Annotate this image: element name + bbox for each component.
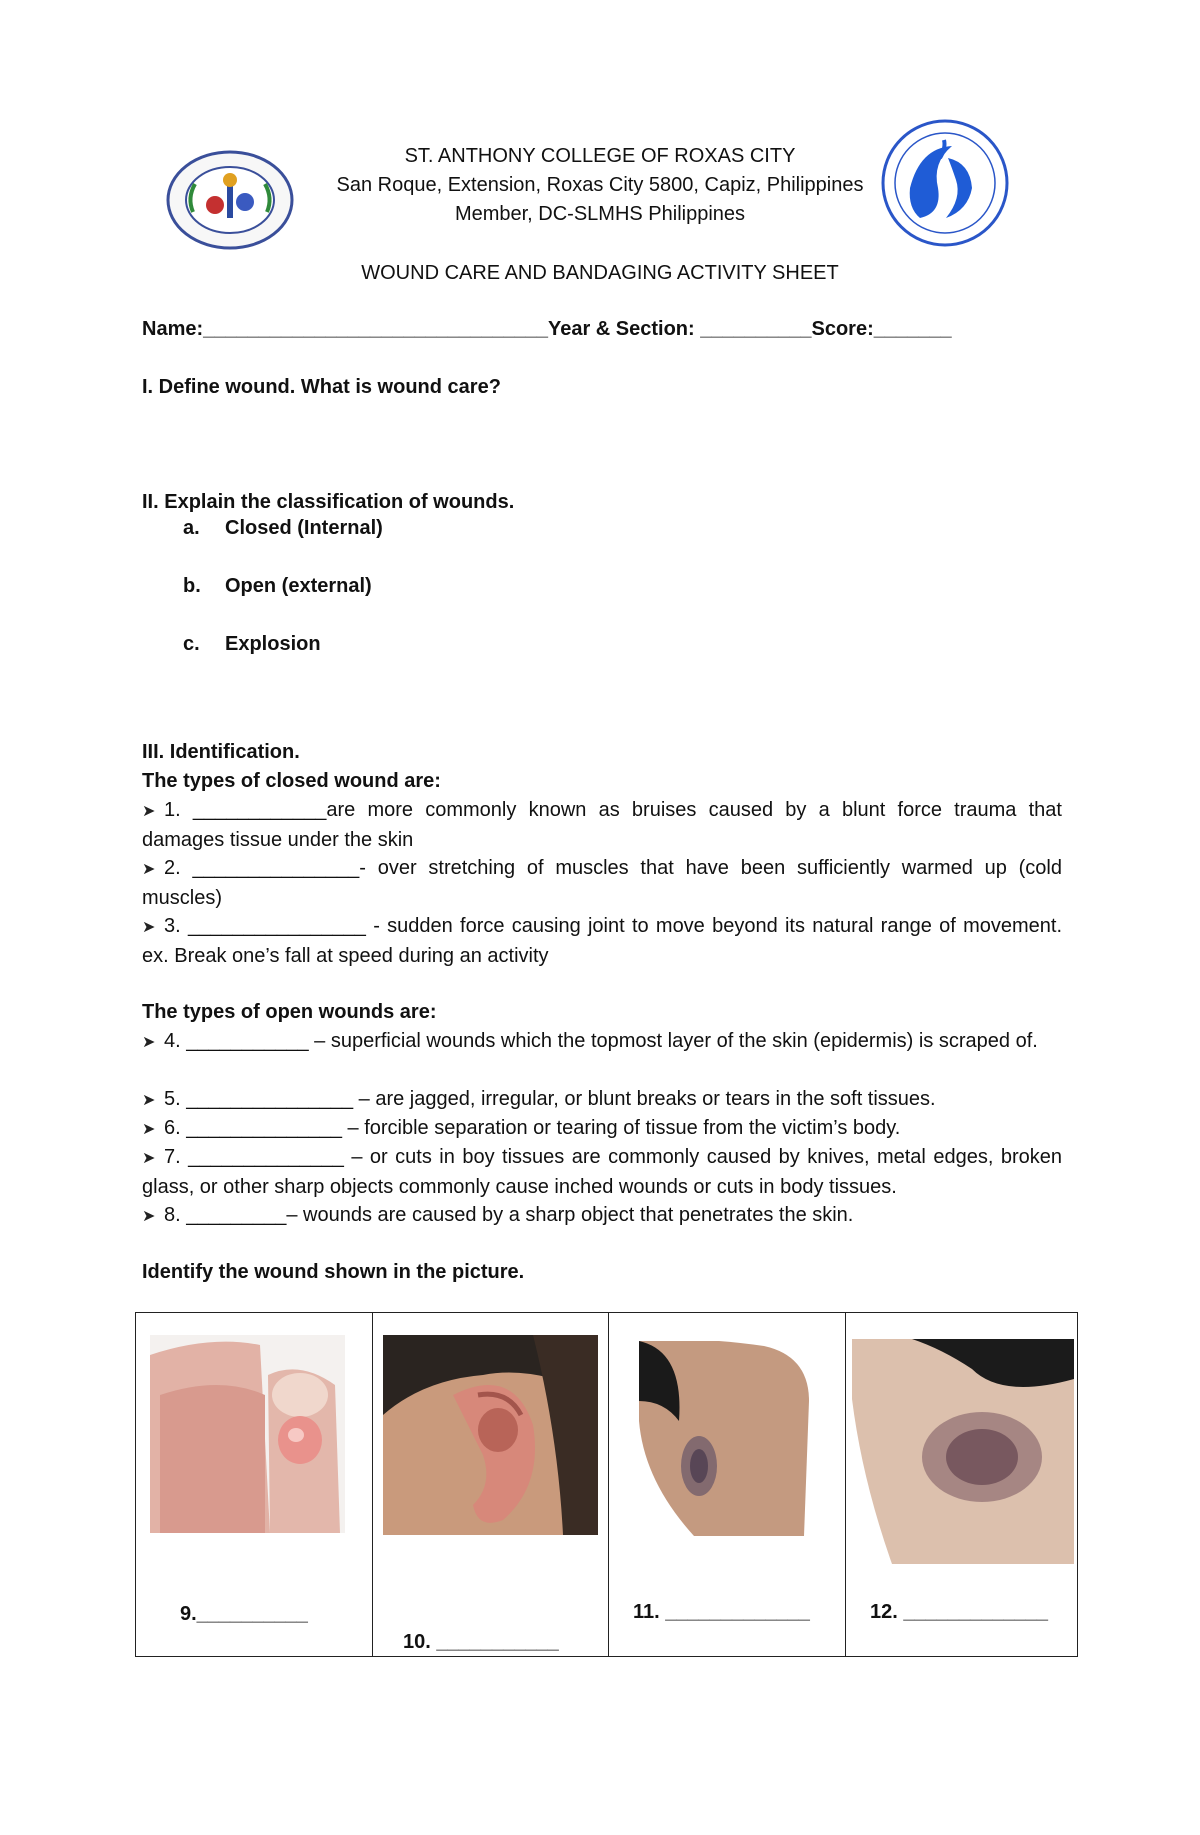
leg-contusion-photo [852,1339,1074,1564]
school-address: San Roque, Extension, Roxas City 5800, Capiz, Philippines [336,174,864,196]
wound-picture-table [135,1312,1078,1657]
name-label: Name: [142,318,204,340]
open-item-8: ➤ 8. _________– wounds are caused by a sharp object that penetrates the skin. [142,1201,1062,1231]
section-3-heading: III. Identification. [142,741,300,763]
caption-9[interactable]: 9.__________ [180,1603,308,1625]
picture-instruction: Identify the wound shown in the picture. [142,1261,525,1283]
classification-letter-c: c. [183,633,200,655]
classification-open: Open (external) [225,575,372,597]
closed-item-3: ➤ 3. ________________ - sudden force causing joint to move beyond its natural range of movement. ex. Break one’s fall at speed during an activity [142,915,1062,967]
section-2-heading: II. Explain the classification of wounds. [142,491,515,513]
bullet-icon: ➤ [142,1208,156,1225]
open-item-5: ➤ 5. _______________ – are jagged, irregular, or blunt breaks or tears in the soft tissues. [142,1085,1062,1115]
score-blank[interactable]: _______ [873,318,952,340]
ear-injury-photo [383,1335,598,1535]
picture-cell-9 [136,1313,373,1656]
classification-letter-b: b. [183,575,201,597]
caption-12[interactable]: 12. _____________ [870,1601,1048,1623]
bullet-icon: ➤ [142,803,156,820]
picture-cell-10 [373,1313,609,1656]
closed-item-2: ➤ 2. _______________- over stretching of muscles that have been sufficiently warmed up (cold muscles) [142,857,1062,909]
classification-letter-a: a. [183,517,200,539]
bullet-icon: ➤ [142,861,156,878]
classification-explosion: Explosion [225,633,321,655]
caption-10[interactable]: 10. ___________ [403,1631,559,1653]
year-section-blank[interactable]: __________ [700,318,812,340]
caption-11[interactable]: 11. _____________ [633,1601,810,1623]
classification-closed: Closed (Internal) [225,517,383,539]
toe-blister-photo [150,1335,345,1533]
sheet-title: WOUND CARE AND BANDAGING ACTIVITY SHEET [361,262,839,284]
closed-wound-heading: The types of closed wound are: [142,770,441,792]
school-membership: Member, DC-SLMHS Philippines [454,203,746,225]
open-item-4: ➤ 4. ___________ – superficial wounds which the topmost layer of the skin (epidermis) is scraped of. [142,1027,1062,1083]
student-info-line [142,315,1062,343]
name-blank[interactable]: _______________________________ [203,318,548,340]
bullet-icon: ➤ [142,1150,156,1167]
open-item-6: ➤ 6. ______________ – forcible separation or tearing of tissue from the victim’s body. [142,1114,1062,1144]
open-item-7: ➤ 7. ______________ – or cuts in boy tissues are commonly caused by knives, metal edges, broken glass, or other sharp objects commonly cause inched wounds or cuts in body tissues. [142,1146,1062,1198]
score-label: Score: [811,318,874,340]
open-wound-heading: The types of open wounds are: [142,1001,437,1023]
year-section-label: Year & Section: [547,318,701,340]
school-name: ST. ANTHONY COLLEGE OF ROXAS CITY [404,145,796,167]
bullet-icon: ➤ [142,1034,156,1051]
picture-cell-12 [846,1313,1079,1656]
bullet-icon: ➤ [142,1121,156,1138]
section-1-heading: I. Define wound. What is wound care? [142,376,501,398]
closed-item-1: ➤ 1. ____________are more commonly known as bruises caused by a blunt force trauma that damages tissue under the skin [142,799,1062,851]
thigh-bruise-photo [634,1341,814,1536]
bullet-icon: ➤ [142,919,156,936]
bullet-icon: ➤ [142,1092,156,1109]
picture-cell-11 [609,1313,846,1656]
